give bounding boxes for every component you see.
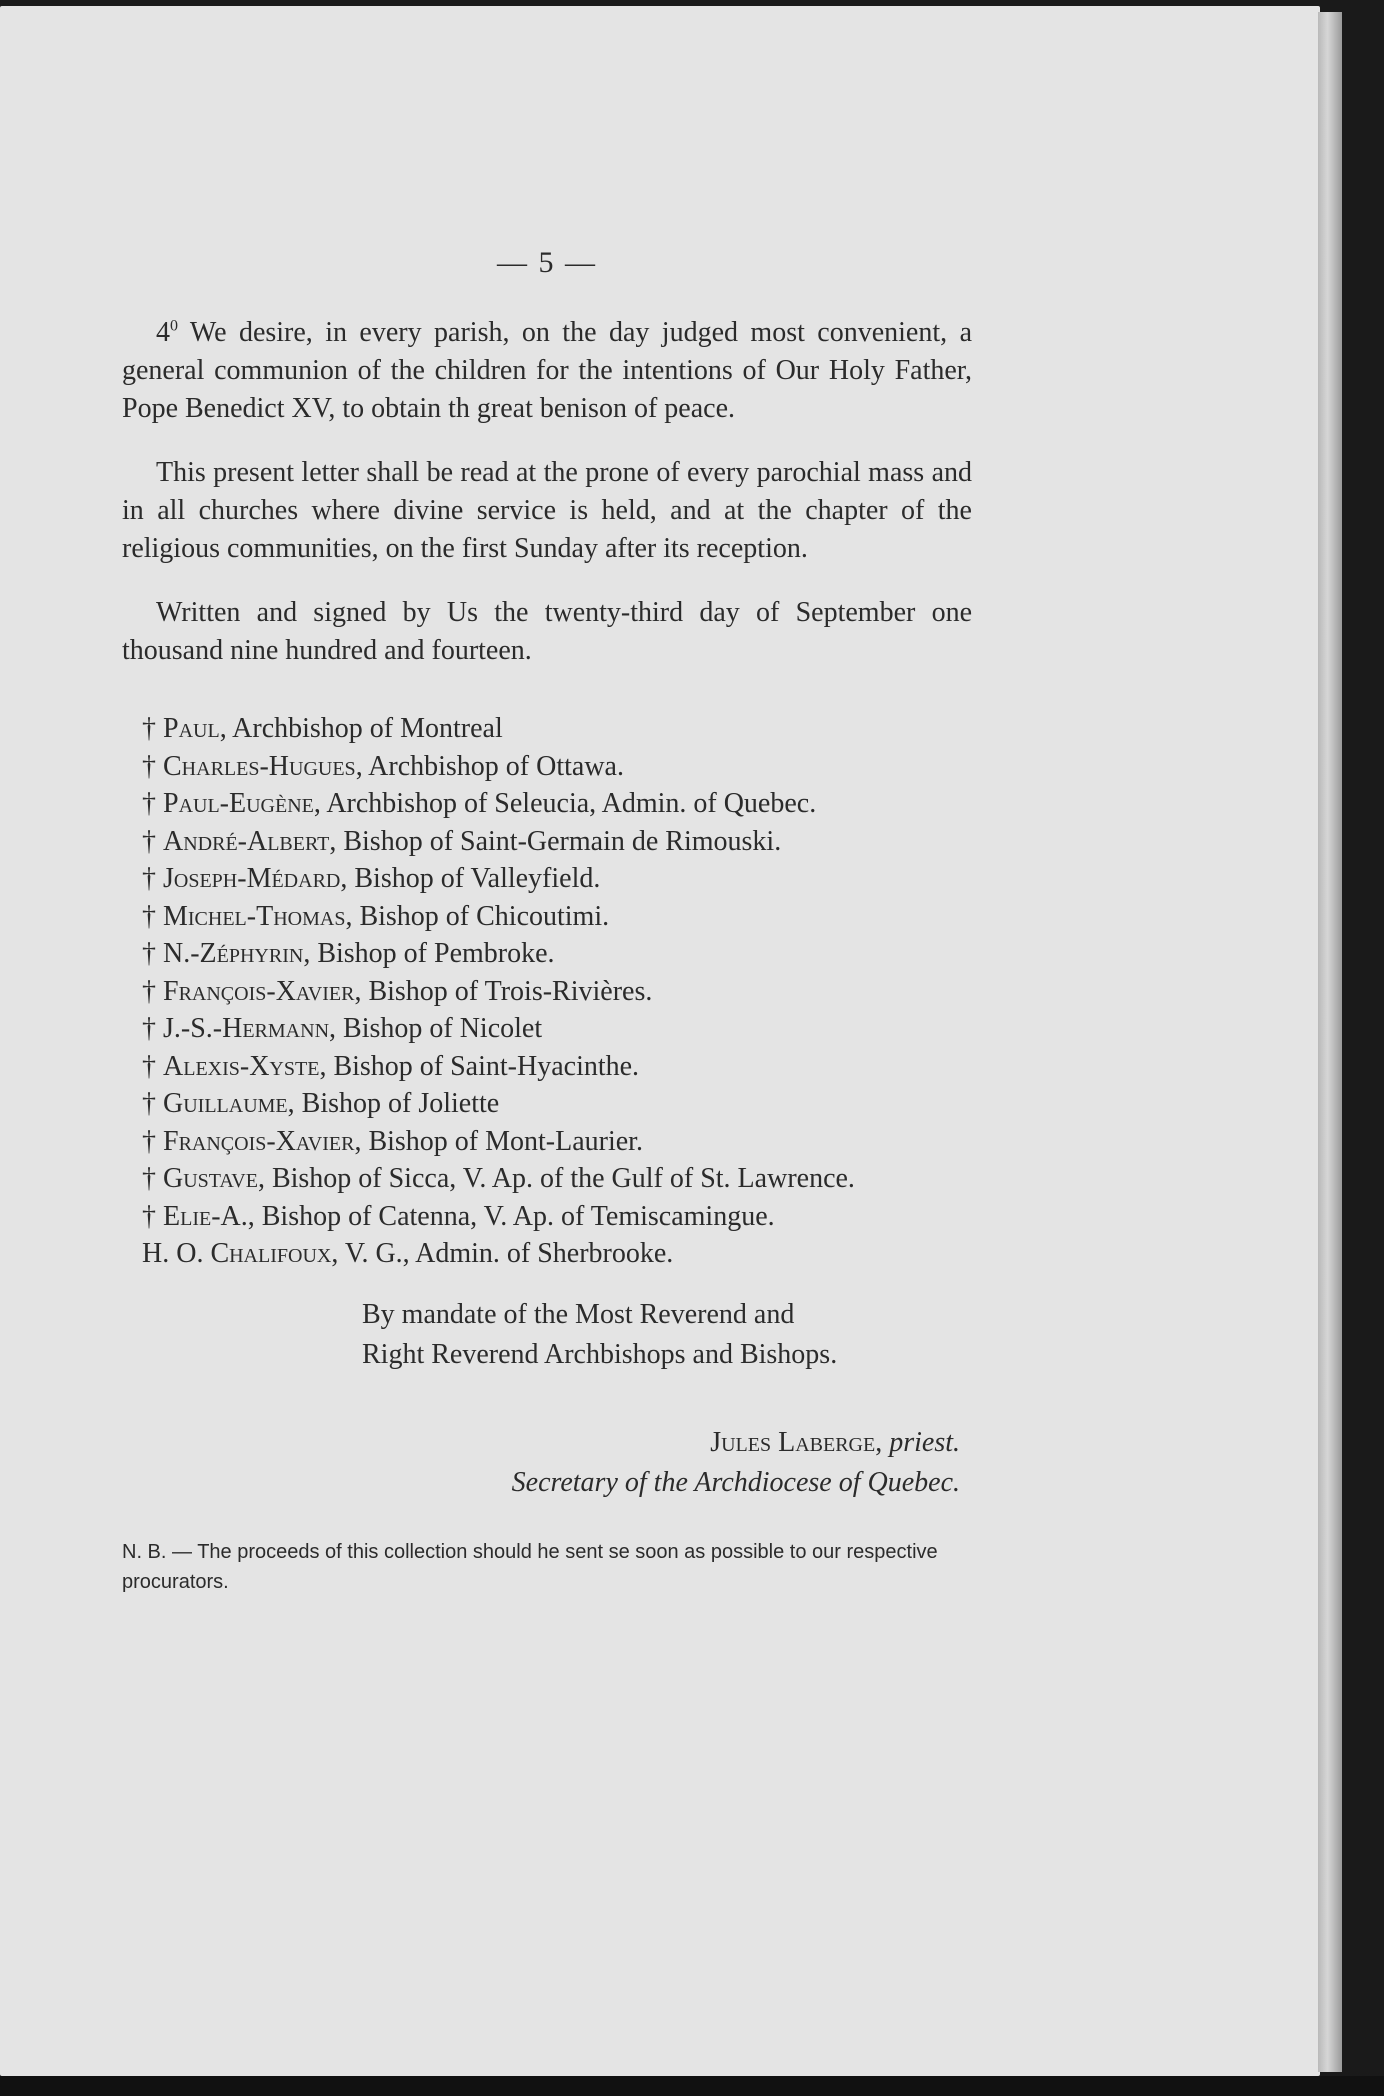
scan-border xyxy=(0,2076,1384,2096)
signatory-title: , Bishop of Pembroke. xyxy=(303,938,555,969)
cross-mark: † xyxy=(142,1013,163,1044)
signature-line xyxy=(142,1198,972,1236)
mandate-line: By mandate of the Most Reverend and xyxy=(362,1298,795,1330)
signatory-title: , Bishop of Sicca, V. Ap. of the Gulf of St. Lawrence. xyxy=(257,1163,855,1194)
signatory-title: , Bishop of Valleyfield. xyxy=(340,863,601,894)
cross-mark: † xyxy=(142,900,163,932)
signatory-name: Paul-Eugène xyxy=(163,788,314,819)
signature-line xyxy=(142,1160,972,1198)
paragraph-number-superscript: 0 xyxy=(170,317,178,335)
signatory-title: , Bishop of Joliette xyxy=(287,1088,500,1119)
signature-line xyxy=(142,898,972,936)
signature-line xyxy=(142,1123,972,1161)
cross-mark: † xyxy=(142,825,163,857)
signatory-title: , V. G., Admin. of Sherbrooke. xyxy=(331,1238,674,1269)
signature-line xyxy=(142,1010,972,1048)
cross-mark: † xyxy=(142,938,163,969)
mandate-line: Right Reverend Archbishops and Bishops. xyxy=(362,1338,838,1370)
signature-line xyxy=(142,823,972,861)
paragraph-communion-text: We desire, in every parish, on the day judged most convenient, a general communion of the children for the intentions of Our Holy Father, Pope Benedict XV, to obtain th great benison of peace. xyxy=(122,317,972,424)
signatory-title: , Bishop of Mont-Laurier. xyxy=(354,1125,643,1157)
cross-mark: † xyxy=(142,713,163,744)
signatory-title: , Archbishop of Seleucia, Admin. of Quebec. xyxy=(313,788,817,819)
secretary-office: Secretary of the Archdiocese of Quebec. xyxy=(511,1466,960,1498)
signature-line xyxy=(142,748,972,786)
cross-mark: † xyxy=(142,1200,163,1232)
signatory-name: François-Xavier xyxy=(163,1125,355,1157)
signature-line xyxy=(142,710,972,748)
signature-line xyxy=(142,1235,972,1273)
cross-mark: † xyxy=(142,975,163,1007)
signatory-name: Joseph-Médard xyxy=(163,863,341,894)
signature-list xyxy=(142,710,972,1273)
page-edge xyxy=(1318,12,1342,2072)
signatory-name: J.-S.-Hermann xyxy=(163,1013,330,1044)
cross-mark: † xyxy=(142,1088,163,1119)
page-number: — 5 — xyxy=(497,246,597,279)
cross-mark: † xyxy=(142,1163,163,1194)
signature-line xyxy=(142,973,972,1011)
cross-mark: † xyxy=(142,1050,163,1082)
signature-line xyxy=(142,785,972,823)
signatory-name: Elie-A. xyxy=(163,1200,248,1232)
cross-mark: † xyxy=(142,863,163,894)
mandate-block xyxy=(362,1295,972,1375)
signatory-name: H. O. Chalifoux xyxy=(142,1238,332,1269)
signature-line xyxy=(142,1048,972,1086)
signatory-title: , Bishop of Saint-Hyacinthe. xyxy=(319,1050,640,1082)
signature-line xyxy=(142,1085,972,1123)
signatory-name: N.-Zéphyrin xyxy=(163,938,304,969)
signatory-name: Gustave xyxy=(163,1163,258,1194)
signature-line xyxy=(142,860,972,898)
paragraph-reading: This present letter shall be read at the prone of every parochial mass and in all churches where divine service is held, and at the chapter of the religious communities, on the first Sunday after its reception. xyxy=(122,457,972,564)
nota-bene: N. B. — The proceeds of this collection should he sent se soon as possible to our respective procurators. xyxy=(122,1540,938,1593)
signatory-title: , Bishop of Saint-Germain de Rimouski. xyxy=(329,825,782,857)
signatory-name: Michel-Thomas xyxy=(163,900,346,932)
cross-mark: † xyxy=(142,788,163,819)
signatory-title: , Archbishop of Montreal xyxy=(219,713,503,744)
page-content xyxy=(122,246,972,1597)
signatory-title: , Bishop of Trois-Rivières. xyxy=(354,975,653,1007)
signatory-title: , Bishop of Catenna, V. Ap. of Temiscamingue. xyxy=(247,1200,775,1232)
signature-line xyxy=(142,935,972,973)
paragraph-number: 4 xyxy=(156,317,170,348)
signatory-title: , Bishop of Chicoutimi. xyxy=(345,900,610,932)
signatory-name: André-Albert xyxy=(163,825,330,857)
secretary-signature xyxy=(122,1423,972,1503)
signatory-title: , Bishop of Nicolet xyxy=(329,1013,543,1044)
signatory-name: Charles-Hugues xyxy=(163,750,356,782)
document-page xyxy=(0,6,1320,2076)
secretary-name-line: Jules Laberge, priest. xyxy=(710,1426,960,1458)
signatory-name: Guillaume xyxy=(163,1088,288,1119)
paragraph-signed: Written and signed by Us the twenty-third day of September one thousand nine hundred and fourteen. xyxy=(122,597,972,666)
signatory-title: , Archbishop of Ottawa. xyxy=(355,750,624,782)
signatory-name: Paul xyxy=(163,713,220,744)
cross-mark: † xyxy=(142,1125,163,1157)
signatory-name: Alexis-Xyste xyxy=(163,1050,320,1082)
cross-mark: † xyxy=(142,750,163,782)
secretary-name: Jules Laberge xyxy=(710,1426,876,1458)
signatory-name: François-Xavier xyxy=(163,975,355,1007)
secretary-role: priest. xyxy=(889,1426,960,1458)
paragraph-communion xyxy=(122,314,972,428)
